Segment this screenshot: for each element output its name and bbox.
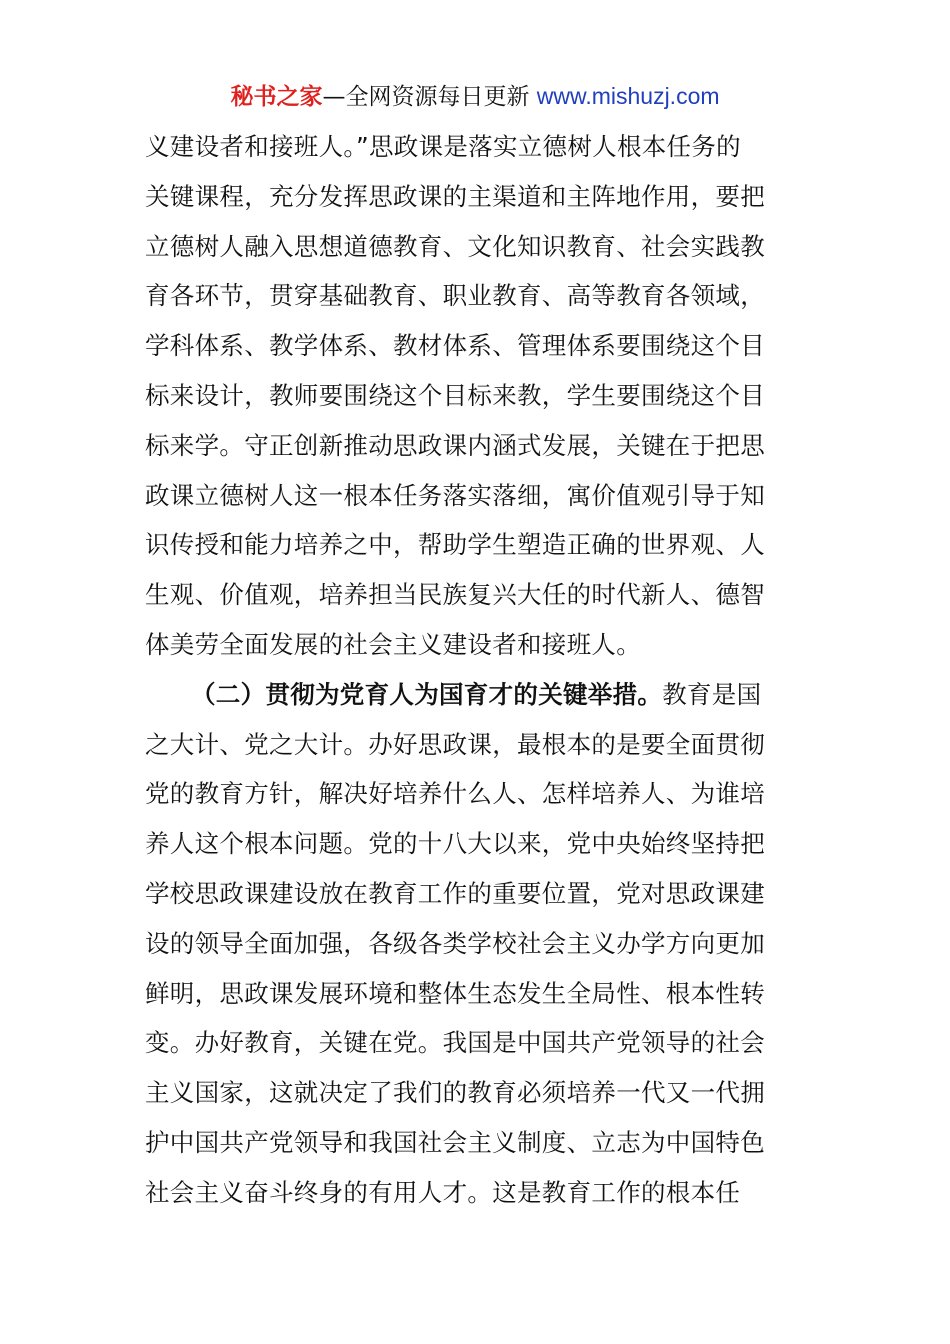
text-line: 变。办好教育，关键在党。我国是中国共产党领导的社会 — [145, 1028, 765, 1058]
text-line: 识传授和能力培养之中，帮助学生塑造正确的世界观、人 — [145, 530, 765, 560]
text-line: 标来设计，教师要围绕这个目标来教，学生要围绕这个目 — [145, 380, 765, 410]
document-body — [145, 122, 810, 1218]
section-heading-line — [145, 670, 810, 720]
text-line: 护中国共产党领导和我国社会主义制度、立志为中国特色 — [145, 1127, 765, 1157]
text-line: 生观、价值观，培养担当民族复兴大任的时代新人、德智 — [145, 580, 765, 610]
site-tagline: —全网资源每日更新 — [322, 84, 530, 110]
text-line: 体美劳全面发展的社会主义建设者和接班人。 — [145, 629, 641, 659]
page-header — [0, 80, 950, 113]
text-line: 育各环节，贯穿基础教育、职业教育、高等教育各领域， — [145, 281, 765, 311]
text-line: 政课立德树人这一根本任务落实落细，寓价值观引导于知 — [145, 480, 765, 510]
text-line: 学科体系、教学体系、教材体系、管理体系要围绕这个目 — [145, 331, 765, 361]
text-line: 之大计、党之大计。办好思政课，最根本的是要全面贯彻 — [145, 729, 765, 759]
text-line: 社会主义奋斗终身的有用人才。这是教育工作的根本任 — [145, 1177, 741, 1207]
text-line: 主义国家，这就决定了我们的教育必须培养一代又一代拥 — [145, 1078, 765, 1108]
text-line: 学校思政课建设放在教育工作的重要位置，党对思政课建 — [145, 878, 765, 908]
site-brand: 秘书之家 — [230, 84, 323, 110]
site-url-link[interactable]: www.mishuzj.com — [536, 83, 720, 109]
section-heading: （二）贯彻为党育人为国育才的关键举措。 — [191, 679, 663, 709]
text-line: 党的教育方针，解决好培养什么人、怎样培养人、为谁培 — [145, 779, 765, 809]
text-line: 鲜明，思政课发展环境和整体生态发生全局性、根本性转 — [145, 978, 765, 1008]
text-line: 标来学。守正创新推动思政课内涵式发展，关键在于把思 — [145, 430, 765, 460]
text-line: 义建设者和接班人。”思政课是落实立德树人根本任务的 — [145, 132, 741, 161]
text-line: 立德树人融入思想道德教育、文化知识教育、社会实践教 — [145, 231, 765, 261]
text-line: 关键课程，充分发挥思政课的主渠道和主阵地作用，要把 — [145, 181, 765, 211]
text-line: 养人这个根本问题。党的十八大以来，党中央始终坚持把 — [145, 829, 765, 859]
text-line: 设的领导全面加强，各级各类学校社会主义办学方向更加 — [145, 928, 765, 958]
section-heading-tail: 教育是国 — [662, 679, 762, 709]
